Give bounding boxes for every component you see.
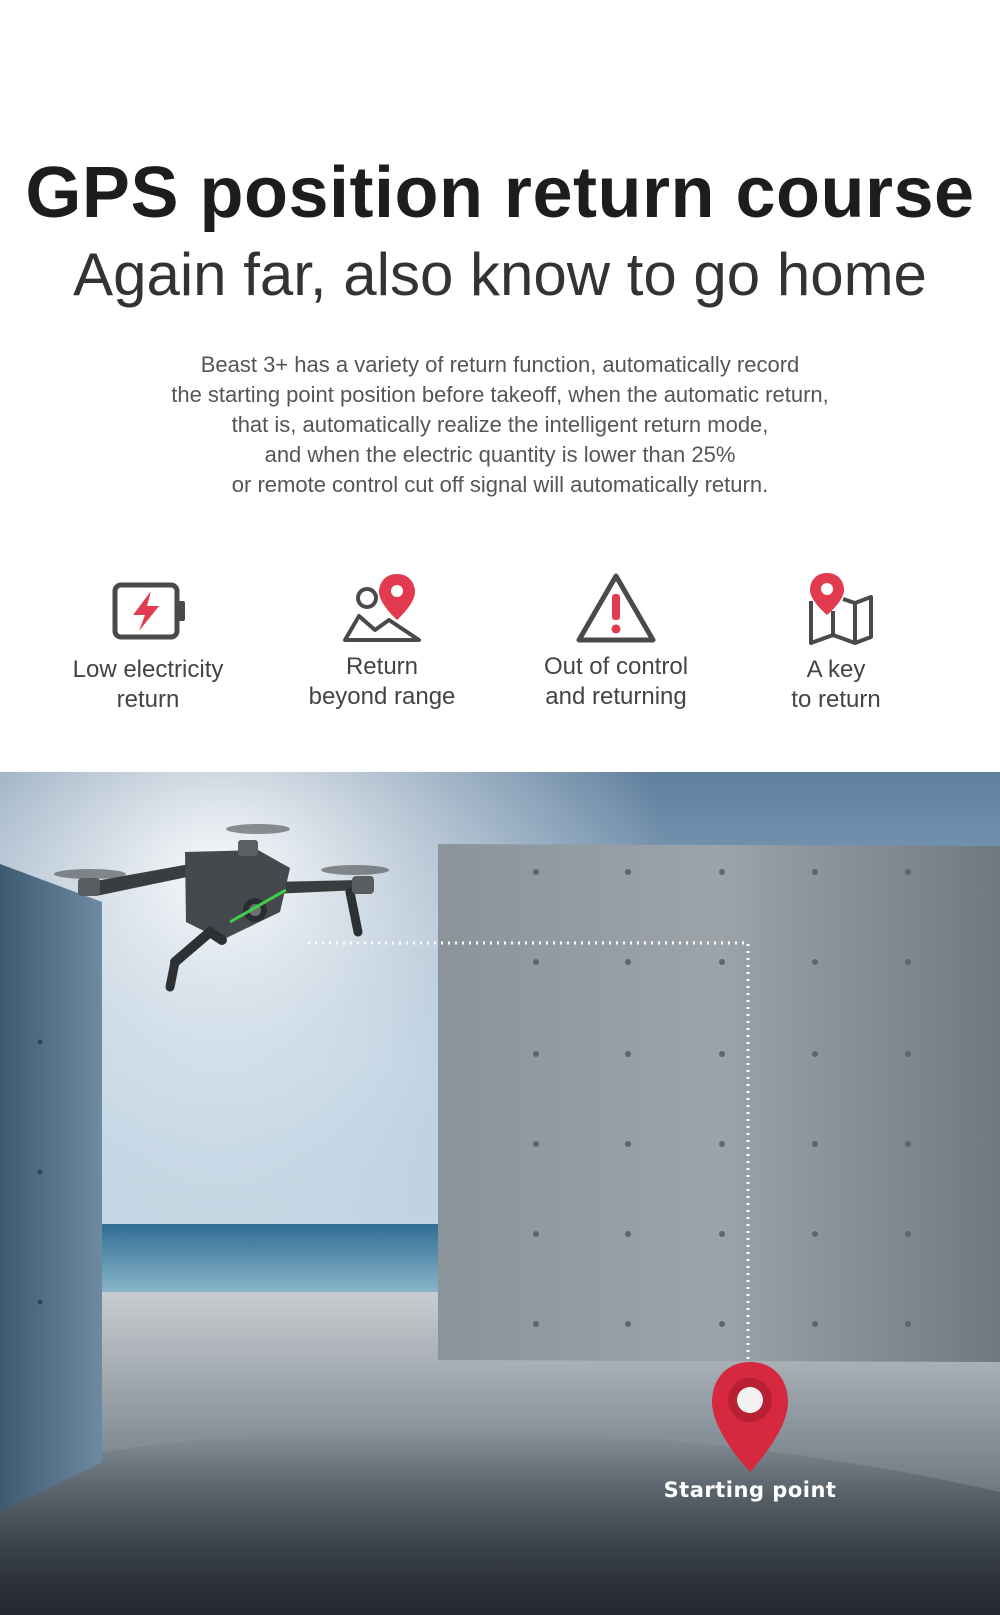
feature-label: A key to return bbox=[791, 656, 881, 713]
description-line: or remote control cut off signal will automatically return. bbox=[231, 472, 769, 497]
feature-low-electricity bbox=[28, 571, 268, 715]
feature-label: Out of control and returning bbox=[543, 653, 689, 710]
feature-return-beyond-range bbox=[262, 568, 502, 712]
feature-a-key-return bbox=[716, 571, 956, 715]
return-scene-image bbox=[0, 772, 1000, 1615]
description-line: and when the electric quantity is lower than 25% bbox=[264, 442, 736, 467]
page-title: GPS position return course bbox=[25, 153, 975, 233]
description bbox=[0, 350, 1000, 500]
description-line: that is, automatically realize the intelligent return mode, bbox=[231, 412, 769, 437]
page-subtitle: Again far, also know to go home bbox=[73, 241, 927, 308]
battery-bolt-icon bbox=[103, 571, 193, 651]
feature-label: Return beyond range bbox=[308, 653, 456, 710]
description-line: Beast 3+ has a variety of return function, automatically record bbox=[200, 352, 800, 377]
feature-label: Low electricity return bbox=[72, 656, 224, 713]
description-line: the starting point position before takeoff, when the automatic return, bbox=[171, 382, 829, 407]
feature-list bbox=[0, 565, 1000, 725]
feature-out-of-control bbox=[496, 568, 736, 712]
map-key-icon bbox=[791, 571, 881, 651]
map-pin-icon bbox=[337, 568, 427, 648]
starting-point-label: Starting point bbox=[663, 1478, 837, 1502]
warning-triangle-icon bbox=[571, 568, 661, 648]
